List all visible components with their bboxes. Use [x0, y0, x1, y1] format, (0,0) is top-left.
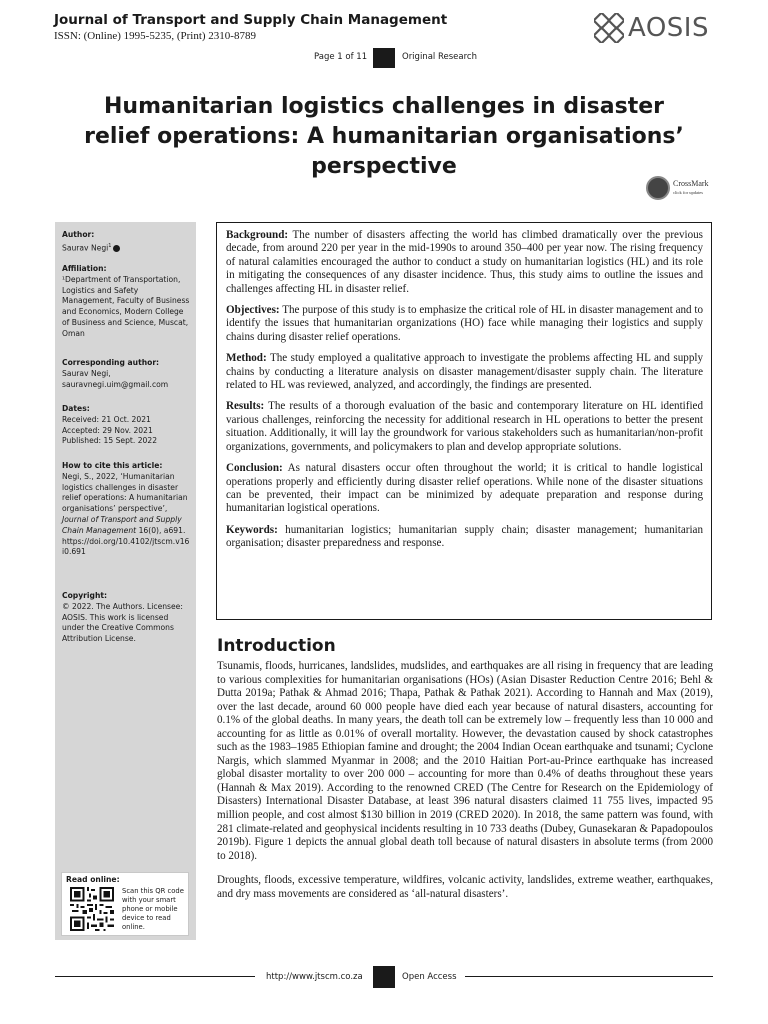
- abstract-method: [226, 352, 703, 392]
- crossmark-badge[interactable]: [646, 176, 709, 200]
- abstract-conclusion-label: Conclusion:: [226, 462, 283, 475]
- abstract-background-text: The number of disasters affecting the world has climbed dramatically over the previous decade, from around 220 per year in the mid-1990s to around 350–400 per year now. The rising frequency of natural calamities encouraged the author to conduct a study on humanitarian logistics (HL) and its role in mitigating the consequences of any disaster incidence. Thus, this study aims to outline the issues and challenges affecting HL in disaster relief.: [226, 229, 703, 295]
- author-block: [62, 230, 190, 254]
- author-heading: Author:: [62, 230, 95, 239]
- cite-text-part1: Negi, S., 2022, ‘Humanitarian logistics challenges in disaster relief operations: A humanitarian organisations’ perspective’,: [62, 471, 188, 514]
- footer-open-access: Open Access: [402, 972, 457, 982]
- footer-url[interactable]: http://www.jtscm.co.za: [266, 972, 363, 982]
- body-paragraph-2: Droughts, floods, excessive temperature, wildfires, volcanic activity, landslides, extreme weather, earthquakes, and dry mass movements are considered as ‘all-natural disasters’.: [217, 874, 713, 900]
- introduction-heading: Introduction: [217, 636, 336, 656]
- corresponding-author-block: [62, 358, 190, 390]
- abstract-conclusion-text: As natural disasters occur often throughout the world; it is critical to handle logistical operations properly and efficiently during disaster relief operations. While none of the disaster situations can be prevented, their impact can be minimized by adequate preparation and response during humanitarian logistical operations.: [226, 462, 703, 515]
- corresponding-email[interactable]: sauravnegi.uim@gmail.com: [62, 379, 169, 389]
- body-text: [217, 660, 713, 912]
- abstract-conclusion: [226, 462, 703, 516]
- abstract-method-text: The study employed a qualitative approach to investigate the problems affecting HL and supply chains by conducting a literature analysis on disaster management/disaster supply chain. The literature related to HL was reviewed, analyzed, and accordingly, the findings are presented.: [226, 352, 704, 392]
- author-affiliation-number: 1: [108, 242, 112, 249]
- footer-rule-right: [465, 976, 713, 977]
- orcid-icon[interactable]: [113, 245, 120, 252]
- crossmark-label: CrossMark: [673, 178, 709, 188]
- affiliation-heading: Affiliation:: [62, 264, 107, 273]
- issn: ISSN: (Online) 1995-5235, (Print) 2310-8789: [54, 30, 256, 42]
- journal-title: Journal of Transport and Supply Chain Management: [54, 12, 448, 28]
- publisher-logo: [594, 10, 716, 46]
- article-type: Original Research: [402, 52, 477, 62]
- date-accepted: Accepted: 29 Nov. 2021: [62, 425, 153, 435]
- read-online-text: Scan this QR code with your smart phone or mobile device to read online.: [122, 887, 184, 931]
- publisher-logo-text: AOSIS: [628, 13, 709, 43]
- abstract-background-label: Background:: [226, 229, 289, 241]
- footer-separator-block: [373, 966, 395, 988]
- corresponding-name: Saurav Negi,: [62, 368, 111, 378]
- citation-block: [62, 461, 190, 558]
- page-label: Page 1 of 11: [314, 52, 368, 62]
- abstract-background: [226, 229, 703, 296]
- body-paragraph-1: Tsunamis, floods, hurricanes, landslides, mudslides, and earthquakes are all rising in frequency that are leading to various complexities for humanitarian organisations (HOs) (Asian Disaster Reduction Centre 2016; Behl & Dutta 2019a; Pathak & Ahmad 2016; Thapa, Pathak & Pathak 2021). According to Hannah and Max (2019), over the last decade, around 60 000 people have died each year because of natural disasters, accounting for 0.1% of the global deaths. In many years, the death toll can be extremely low – frequently less than 10 000 and accounting for as little as 0.01% of overall mortality. However, the devastation caused by shock catastrophes such as the 1983–1985 Ethiopian famine and drought; the 2004 Indian Ocean earthquake and tsunami; Cyclone Nargis, which slammed Myanmar in 2008; and the 2010 Haitian Port-au-Prince earthquake has increased global disaster mortality to over 200 000 – accounting for more than 0.4% of deaths throughout these years (Hannah & Max 2019). According to the renowned CRED (The Centre for Research on the Epidemiology of Disasters) International Disaster Database, at least 396 natural disasters claimed 11 755 lives, impacted 95 million people, and cost almost $130 billion in 2019 (CRED 2020). In 2018, the same pattern was found, with 281 climate-related and geophysical incidents resulting in 10 733 deaths (Dubey, Gunasekaran & Papadopoulos 2019b). Figure 1 depicts the annual global death toll because of natural disasters in absolute terms (from 2000 to 2018).: [217, 660, 713, 862]
- author-name: Saurav Negi: [62, 243, 109, 253]
- date-received: Received: 21 Oct. 2021: [62, 414, 151, 424]
- dates-block: [62, 404, 190, 447]
- copyright-block: [62, 591, 190, 645]
- date-published: Published: 15 Sept. 2022: [62, 436, 158, 446]
- abstract-results: [226, 400, 703, 454]
- page-indicator-bar: [0, 48, 768, 68]
- article-title: Humanitarian logistics challenges in disaster relief operations: A humanitarian organisations’ perspective: [84, 94, 684, 179]
- article-info-sidebar: [55, 222, 196, 940]
- crossmark-icon: [646, 176, 670, 200]
- page-separator-block: [373, 48, 395, 68]
- abstract-results-text: The results of a thorough evaluation of the basic and contemporary literature on HL identified various challenges, reinforcing the necessity for additional research in HL operations to better the present situation. Additionally, it will lay the groundwork for various stakeholders such as humanitarian/non-profit organizations, governments, and policymakers to plan and develop appropriate solutions.: [226, 400, 703, 453]
- footer-rule-left: [55, 976, 255, 977]
- abstract-keywords-text: humanitarian logistics; humanitarian supply chain; disaster management; humanitarian organisation; disaster preparedness and response.: [226, 523, 703, 550]
- abstract-keywords-label: Keywords:: [226, 523, 278, 536]
- dates-heading: Dates:: [62, 404, 90, 413]
- abstract-method-label: Method:: [226, 352, 267, 365]
- abstract-objectives-text: The purpose of this study is to emphasize the critical role of HL in disaster management and to identify the issues that humanitarian organizations (HO) face while managing their logistics and supply chains during disaster relief operations.: [226, 304, 703, 343]
- abstract-results-label: Results:: [226, 400, 265, 413]
- crossmark-sub: click for updates: [673, 189, 703, 195]
- abstract-objectives: [226, 304, 703, 344]
- abstract-box: [216, 222, 712, 620]
- cite-heading: How to cite this article:: [62, 461, 163, 470]
- cite-journal: Journal of Transport and Supply Chain Management: [62, 514, 182, 535]
- qr-code-icon[interactable]: [70, 887, 114, 931]
- copyright-text: © 2022. The Authors. Licensee: AOSIS. This work is licensed under the Creative Commons Attribution License.: [62, 601, 183, 644]
- copyright-heading: Copyright:: [62, 591, 108, 600]
- cite-text-part2[interactable]: 16(0), a691. https://doi.org/10.4102/jtscm.v16i0.691: [62, 525, 190, 557]
- read-online-box: [61, 872, 189, 936]
- read-online-heading: Read online:: [66, 875, 120, 884]
- aosis-logo-icon: [594, 13, 624, 43]
- affiliation-block: [62, 264, 190, 340]
- affiliation-text: ¹Department of Transportation, Logistics and Safety Management, Faculty of Business and Economics, Modern College of Business and Science, Muscat, Oman: [62, 274, 190, 338]
- corresponding-heading: Corresponding author:: [62, 358, 160, 367]
- abstract-objectives-label: Objectives:: [226, 304, 280, 317]
- abstract-keywords: [226, 524, 703, 551]
